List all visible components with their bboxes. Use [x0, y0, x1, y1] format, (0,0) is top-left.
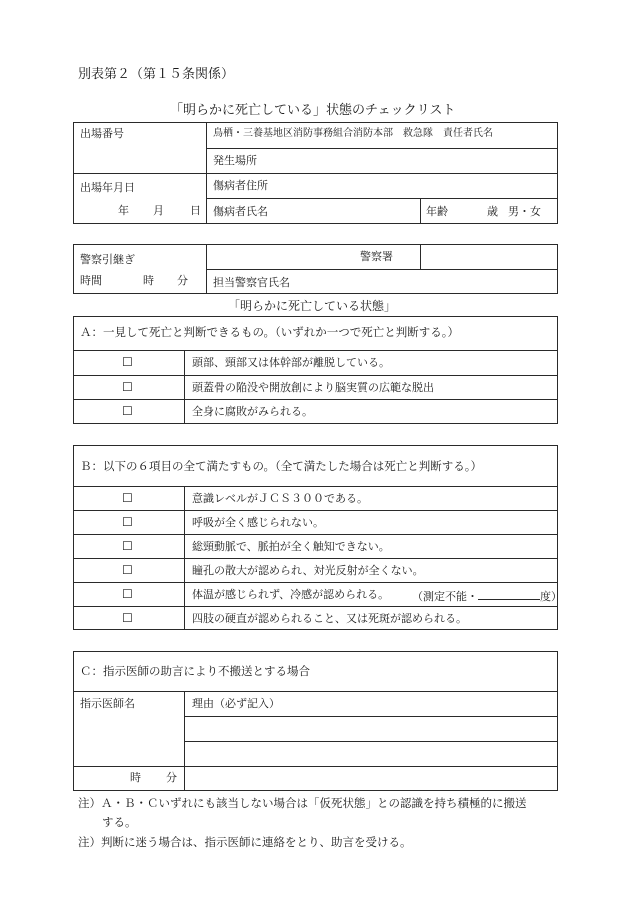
section-a-title: Ａ：一見して死亡と判断できるもの。（いずれか一つで死亡と判断する。）: [80, 325, 460, 339]
page-title: 「明らかに死亡している」状態のチェックリスト: [170, 103, 456, 118]
checkbox-a3[interactable]: ☐: [122, 404, 133, 418]
police-minute-unit: 分: [177, 274, 188, 287]
section-c-title: Ｃ：指示医師の助言により不搬送とする場合: [80, 664, 310, 678]
police-station-label: 警察署: [360, 250, 393, 263]
sex-options: 男・女: [508, 205, 541, 218]
police-handover-label: 警察引継ぎ: [80, 253, 135, 266]
checkbox-b5[interactable]: ☐: [122, 587, 133, 601]
section-b-item-5: 体温が感じられず、冷感が認められる。: [192, 588, 390, 601]
section-b-item-3: 総頸動脈で、脈拍が全く触知できない。: [192, 540, 390, 553]
section-b-item-6: 四肢の硬直が認められること、又は死斑が認められる。: [192, 612, 467, 625]
police-hour-unit: 時: [143, 274, 154, 287]
section-b-item-2: 呼吸が全く感じられない。: [192, 516, 324, 529]
patient-address-label: 傷病者住所: [213, 179, 268, 192]
dispatch-date-label: 出場年月日: [80, 181, 135, 194]
section-subtitle: 「明らかに死亡している状態」: [228, 299, 397, 313]
note-2: 注）判断に迷う場合は、指示医師に連絡をとり、助言を受ける。: [78, 835, 412, 849]
temperature-note-open: （測定不能・: [412, 590, 478, 603]
police-officer-label: 担当警察官氏名: [213, 276, 290, 289]
section-a-item-1: 頭部、頸部又は体幹部が離脱している。: [192, 356, 390, 369]
section-b-item-1: 意識レベルがＪＣＳ３００である。: [192, 492, 368, 505]
dispatch-number-label: 出場番号: [80, 127, 124, 140]
checkbox-b1[interactable]: ☐: [122, 491, 133, 505]
temperature-note: [412, 589, 562, 602]
section-a-item-3: 全身に腐敗がみられる。: [192, 405, 313, 418]
section-c-minute-unit: 分: [166, 771, 177, 784]
note-1: 注）Ａ・Ｂ・Ｃいずれにも該当しない場合は「仮死状態」との認識を持ち積極的に搬送: [78, 796, 527, 810]
checkbox-b2[interactable]: ☐: [122, 515, 133, 529]
date-day: 日: [190, 204, 201, 217]
org-name-label: 鳥栖・三養基地区消防事務組合消防本部 救急隊 責任者氏名: [213, 128, 493, 139]
section-a-item-2: 頭蓋骨の陥没や開放創により脳実質の広範な脱出: [192, 381, 434, 394]
checkbox-b3[interactable]: ☐: [122, 539, 133, 553]
reason-label: 理由（必ず記入）: [192, 697, 280, 710]
age-label: 年齢: [426, 205, 448, 218]
site-label: 発生場所: [213, 154, 257, 167]
date-month: 月: [153, 204, 164, 217]
checkbox-b6[interactable]: ☐: [122, 611, 133, 625]
doctor-name-label: 指示医師名: [80, 697, 135, 710]
section-b-title: Ｂ：以下の６項目の全て満たすもの。（全て満たした場合は死亡と判断する。）: [80, 459, 483, 473]
checkbox-b4[interactable]: ☐: [122, 563, 133, 577]
section-c-hour-unit: 時: [130, 771, 141, 784]
age-unit: 歳: [487, 205, 498, 218]
police-time-label: 時間: [80, 274, 102, 287]
temperature-note-unit: 度）: [540, 590, 562, 603]
checkbox-a2[interactable]: ☐: [122, 380, 133, 394]
note-1-continued: する。: [102, 815, 137, 829]
patient-name-label: 傷病者氏名: [213, 205, 268, 218]
checkbox-a1[interactable]: ☐: [122, 355, 133, 369]
document-header: 別表第２（第１５条関係）: [78, 67, 235, 82]
section-b-item-4: 瞳孔の散大が認められ、対光反射が全くない。: [192, 564, 424, 577]
date-year: 年: [118, 204, 129, 217]
temperature-blank-field[interactable]: [478, 589, 540, 600]
